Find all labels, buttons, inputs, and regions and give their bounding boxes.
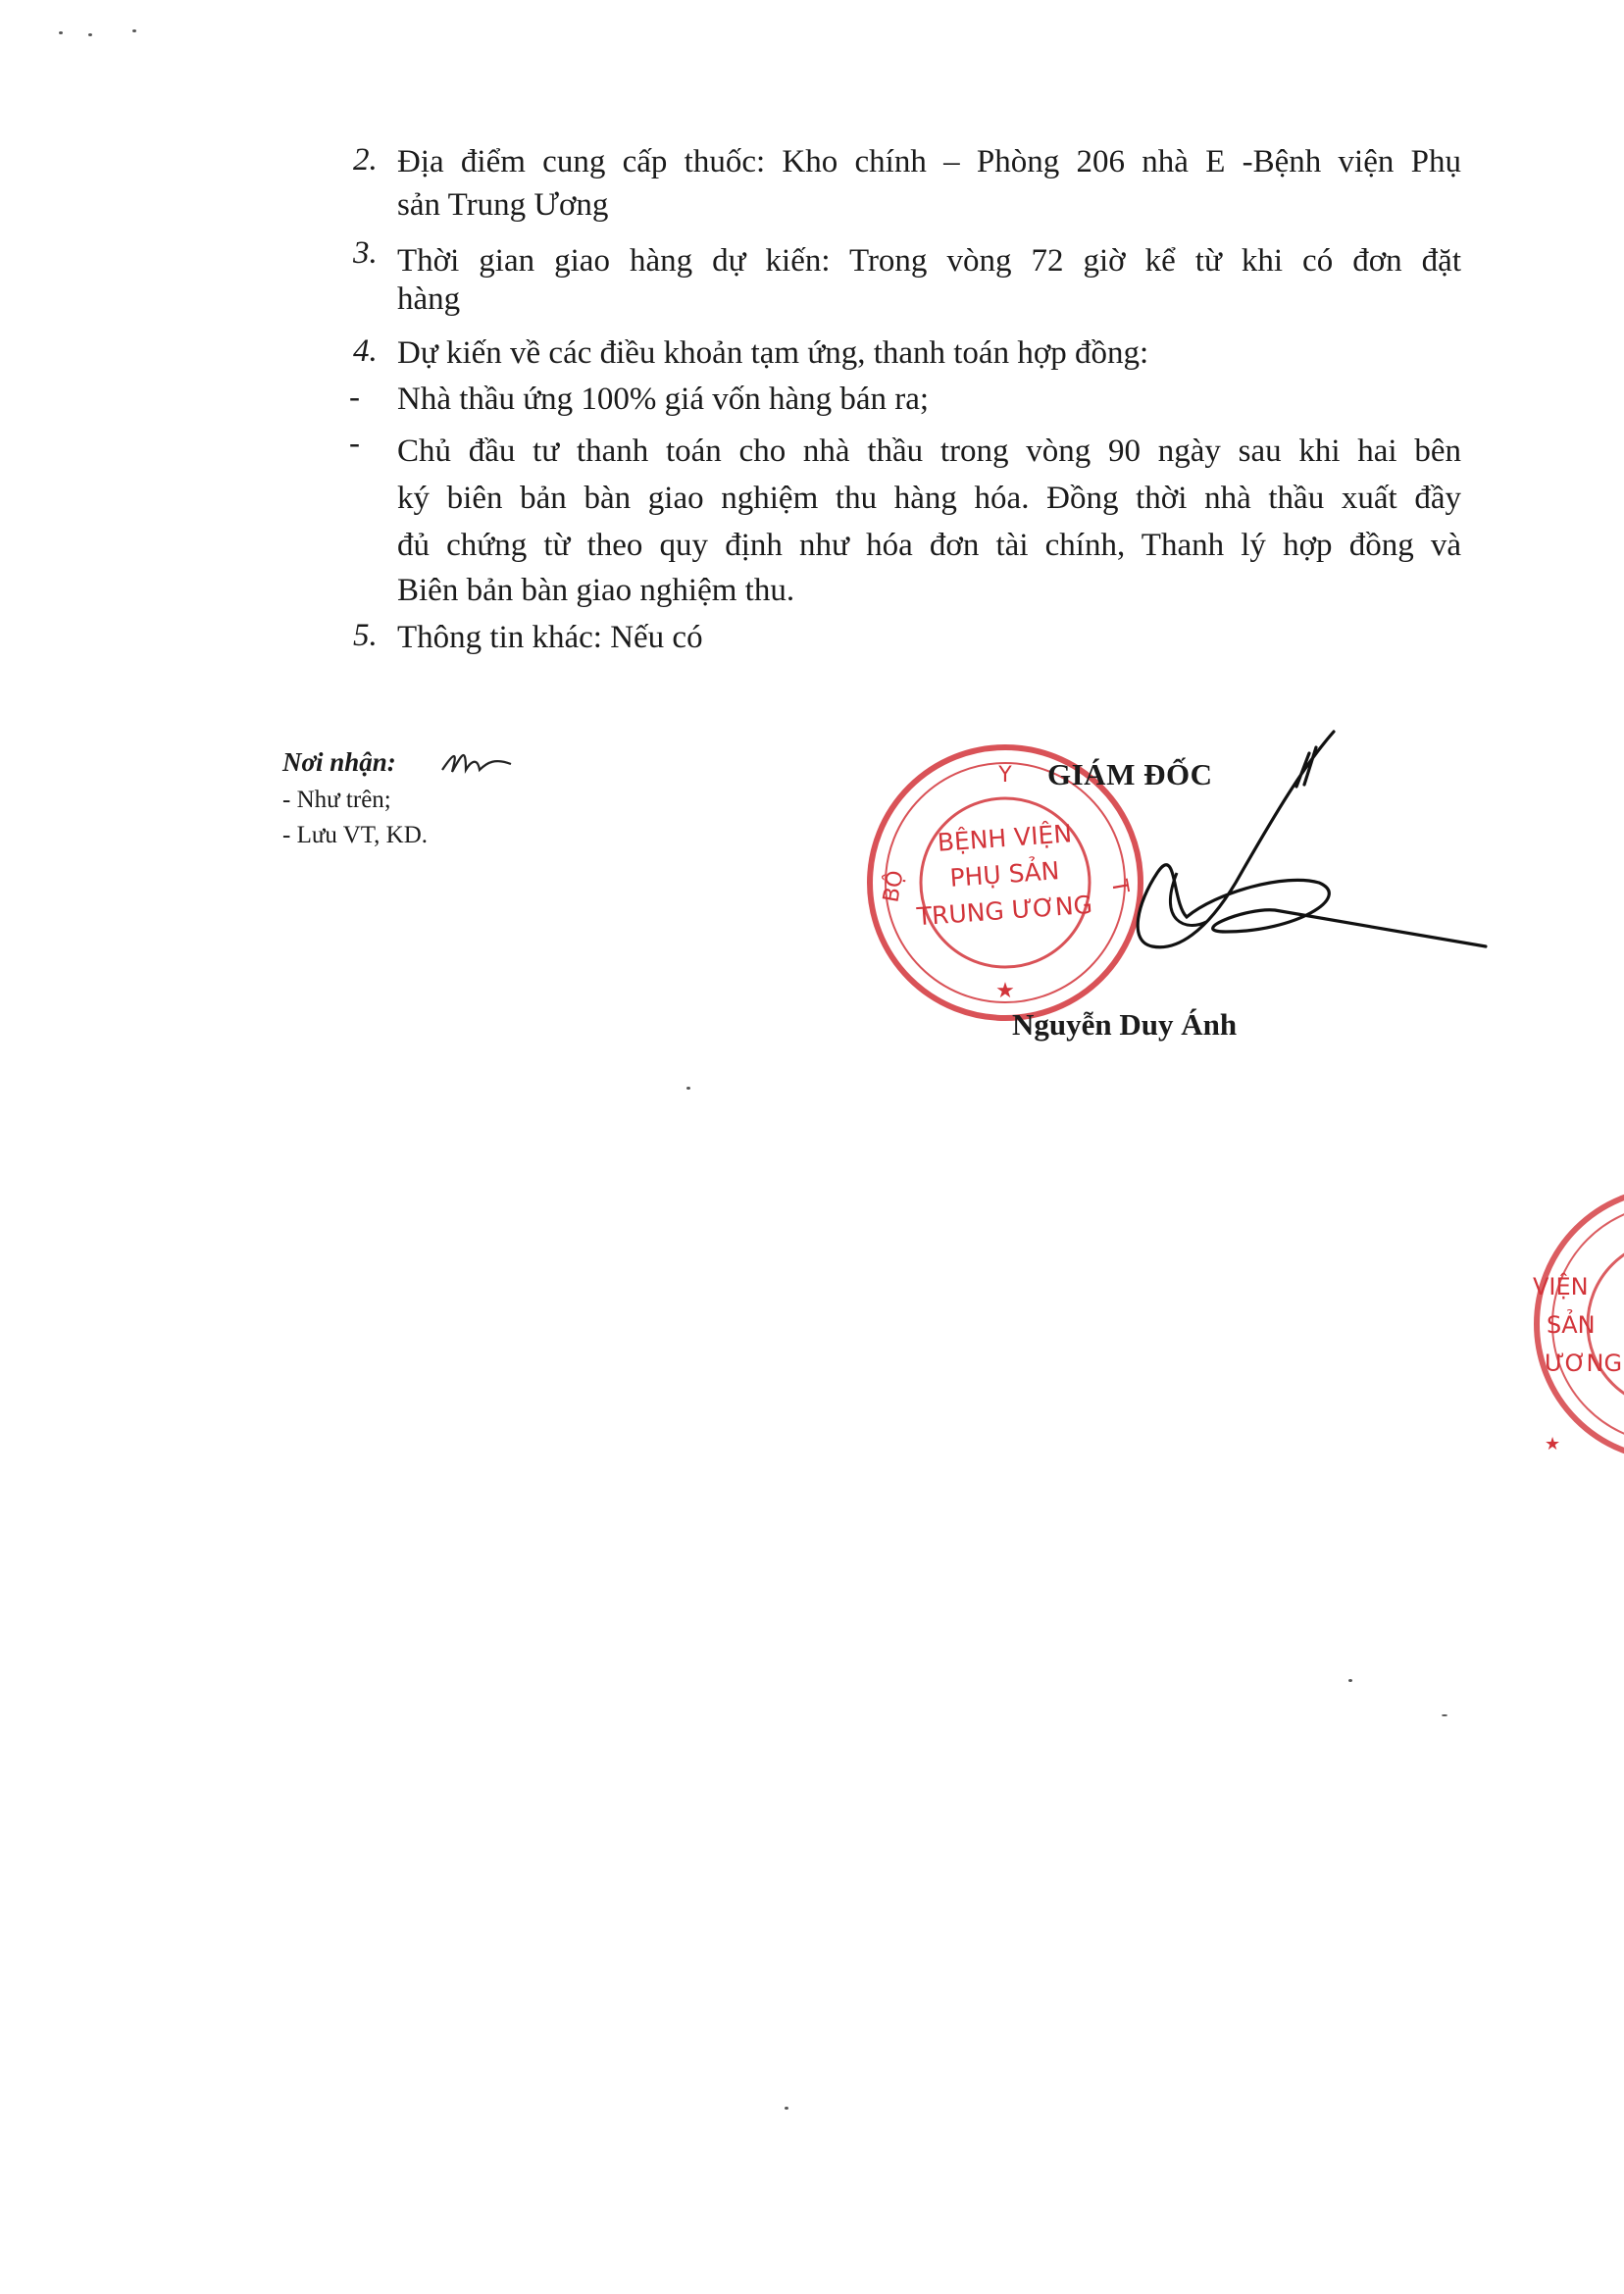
stamp-left-text: BỘ bbox=[879, 868, 909, 905]
stamp-top-letter: Y bbox=[998, 763, 1012, 788]
recipient-item: - Như trên; bbox=[282, 787, 391, 813]
scan-speck bbox=[686, 1087, 690, 1090]
stamp-line-2: PHỤ SẢN bbox=[948, 856, 1061, 892]
partial-stamp-star-icon: ★ bbox=[1545, 1434, 1561, 1454]
partial-stamp-line-2: SẢN bbox=[1547, 1311, 1596, 1339]
partial-stamp bbox=[1525, 1172, 1624, 1476]
partial-stamp-line-3: ƯƠNG bbox=[1545, 1350, 1623, 1377]
partial-stamp-line-1: VIỆN bbox=[1533, 1273, 1589, 1300]
scan-speck bbox=[59, 31, 63, 34]
item-3-line-1: Thời gian giao hàng dự kiến: Trong vòng 72 giờ kể từ khi có đơn đặt bbox=[397, 243, 1461, 279]
bullet-dash: - bbox=[349, 426, 360, 461]
scan-speck bbox=[132, 29, 136, 32]
bullet-2-line-4: Biên bản bàn giao nghiệm thu. bbox=[397, 573, 795, 608]
recipient-item: - Lưu VT, KD. bbox=[282, 822, 429, 848]
initials-scribble bbox=[436, 740, 515, 785]
bullet-2-line-1: Chủ đầu tư thanh toán cho nhà thầu trong vòng 90 ngày sau khi hai bên bbox=[397, 433, 1461, 469]
scan-speck bbox=[785, 2107, 788, 2110]
stamp-line-1: BỆNH VIỆN bbox=[936, 819, 1073, 857]
item-2-line-1: Địa điểm cung cấp thuốc: Kho chính – Phòng 206 nhà E -Bệnh viện Phụ bbox=[397, 144, 1461, 179]
scan-speck bbox=[1442, 1714, 1447, 1716]
scan-speck bbox=[88, 33, 92, 36]
item-number: 4. bbox=[353, 333, 378, 369]
item-number: 5. bbox=[353, 618, 378, 653]
bullet-1-line-1: Nhà thầu ứng 100% giá vốn hàng bán ra; bbox=[397, 382, 930, 417]
item-number: 2. bbox=[353, 142, 378, 178]
signer-position: GIÁM ĐỐC bbox=[1047, 757, 1213, 791]
stamp-right-text: T bbox=[1105, 878, 1133, 895]
stamp-line-3: TRUNG ƯƠNG bbox=[915, 890, 1093, 932]
bullet-dash: - bbox=[349, 380, 360, 415]
handwritten-signature bbox=[1040, 726, 1491, 981]
bullet-2-line-2: ký biên bản bàn giao nghiệm thu hàng hóa. Đồng thời nhà thầu xuất đầy bbox=[397, 481, 1461, 516]
recipients-title: Nơi nhận: bbox=[282, 747, 396, 777]
bullet-2-line-3: đủ chứng từ theo quy định như hóa đơn tài chính, Thanh lý hợp đồng và bbox=[397, 528, 1461, 563]
item-2-line-2: sản Trung Ương bbox=[397, 187, 609, 223]
scan-speck bbox=[1348, 1679, 1352, 1682]
item-number: 3. bbox=[353, 235, 378, 271]
item-3-line-2: hàng bbox=[397, 281, 461, 317]
item-4-line-1: Dự kiến về các điều khoản tạm ứng, thanh toán hợp đồng: bbox=[397, 335, 1149, 371]
stamp-star-icon: ★ bbox=[995, 979, 1015, 1003]
item-5-text: Thông tin khác: Nếu có bbox=[397, 620, 703, 655]
signer-name: Nguyễn Duy Ánh bbox=[1012, 1007, 1238, 1042]
